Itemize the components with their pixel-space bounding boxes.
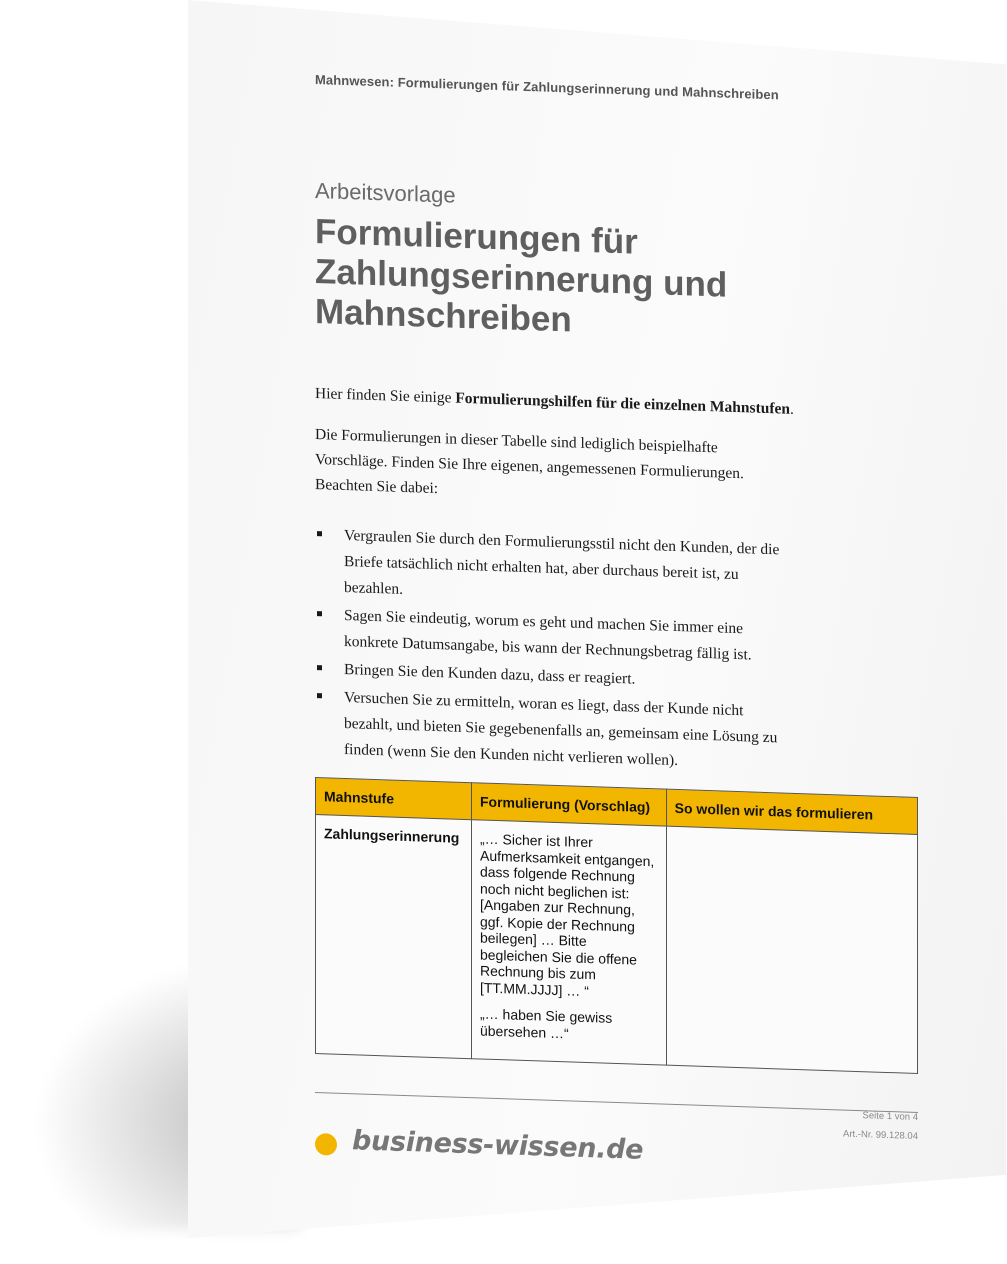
stage-cell: Zahlungserinnerung: [316, 815, 472, 1059]
suggestion-text: „… haben Sie gewiss übersehen …“: [479, 1005, 613, 1041]
logo-dot-icon: [315, 1133, 337, 1156]
title-line: Zahlungserinnerung und: [315, 252, 728, 305]
document-kicker: Arbeitsvorlage: [315, 178, 456, 208]
intro-sentence: [315, 385, 794, 419]
running-header: Mahnwesen: Formulierungen für Zahlungserinnerung und Mahnschreiben: [315, 72, 779, 103]
table-row: [316, 815, 918, 1074]
intro-prefix: Hier finden Sie einige: [315, 385, 456, 407]
list-item-text: Versuchen Sie zu ermitteln, woran es liegt, dass der Kunde nicht bezahlt, und bieten Sie gegebenenfalls an, gemeinsam eine Lösung zu finden (wenn Sie den Kunden nicht verlieren wollen).: [344, 688, 778, 770]
brand-logo: business-wissen.de: [352, 1125, 644, 1166]
bullet-square-icon: [317, 611, 322, 616]
list-item: [315, 522, 795, 616]
intro-emphasis: Formulierungshilfen für die einzelnen Mahnstufen: [455, 389, 791, 418]
column-header-stage: Mahnstufe: [316, 778, 472, 820]
document-title: [315, 212, 835, 349]
suggestion-text: „… Sicher ist Ihrer Aufmerksamkeit entgangen, dass folgende Rechnung noch nicht beglichen ist: [Angaben zur Rechnung, ggf. Kopie der Rechnung beilegen] … Bitte begleichen Sie die offene Rechnung bis zum [TT.MM.JJJJ] … “: [479, 830, 655, 999]
intro-paragraph: [315, 422, 785, 513]
bullet-square-icon: [317, 665, 322, 670]
bullet-square-icon: [317, 693, 322, 698]
list-item-text: Sagen Sie eindeutig, worum es geht und machen Sie immer eine konkrete Datumsangabe, bis wann der Rechnungsbetrag fällig ist.: [344, 606, 752, 664]
column-header-suggestion: Formulierung (Vorschlag): [471, 783, 666, 826]
list-item: [315, 684, 795, 778]
list-item-text: Bringen Sie den Kunden dazu, dass er reagiert.: [344, 660, 636, 688]
title-line: Mahnschreiben: [315, 292, 572, 340]
advice-list: [315, 522, 795, 780]
own-wording-cell[interactable]: [666, 826, 917, 1073]
formulation-table: [315, 777, 918, 1074]
article-number: Art.-Nr. 99.128.04: [843, 1128, 918, 1143]
title-line: Formulierungen für: [315, 212, 638, 262]
suggestion-cell: [471, 820, 666, 1065]
paragraph-line: Die Formulierungen in dieser Tabelle sind lediglich beispielhafte: [315, 426, 718, 457]
column-header-own-wording: So wollen wir das formulieren: [666, 789, 917, 834]
paragraph-line: Beachten Sie dabei:: [315, 476, 439, 498]
intro-suffix: .: [790, 400, 794, 418]
page-number: Seite 1 von 4: [862, 1110, 918, 1124]
paragraph-line: Vorschläge. Finden Sie Ihre eigenen, angemessenen Formulierungen.: [315, 451, 744, 483]
list-item-text: Vergraulen Sie durch den Formulierungsstil nicht den Kunden, der die Briefe tatsächlich nicht erhalten hat, aber durchaus bereit ist, zu bezahlen.: [344, 526, 780, 598]
bullet-square-icon: [317, 531, 322, 536]
